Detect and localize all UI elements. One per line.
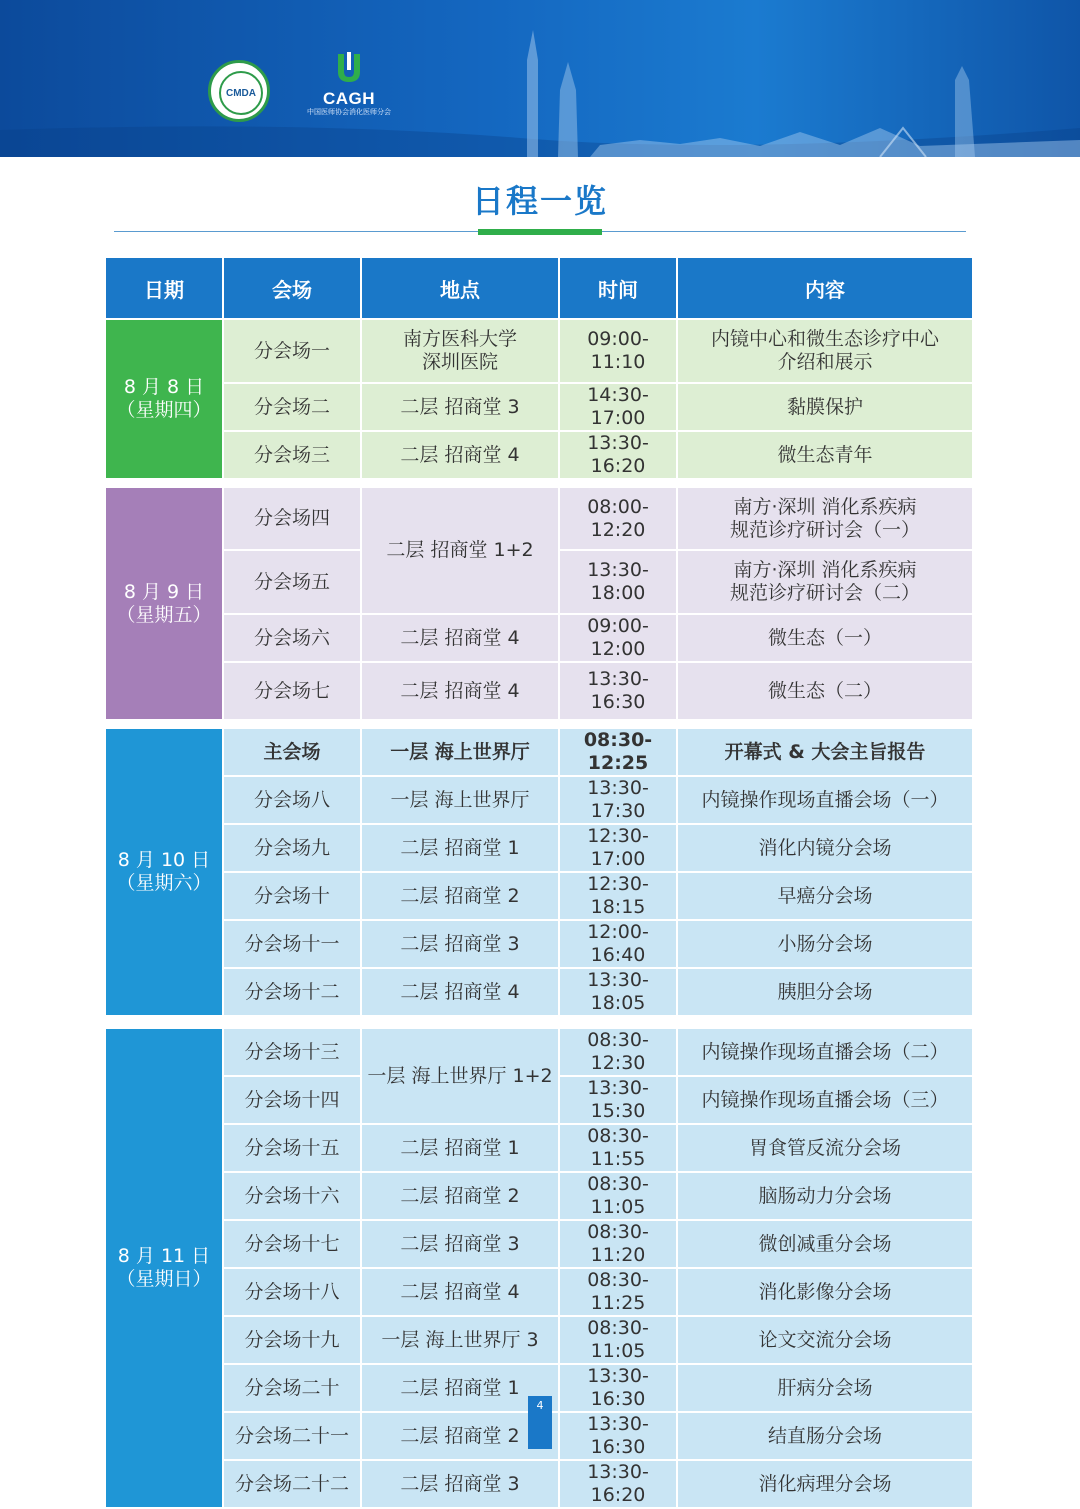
time-cell: 09:00-12:00 [560,615,678,663]
time-cell: 08:30-11:25 [560,1269,678,1317]
place-cell: 二层 招商堂 2 [362,1413,560,1461]
time-cell: 13:30-18:00 [560,551,678,615]
header-date: 日期 [106,258,224,320]
table-row [106,384,972,432]
time-cell: 13:30-16:30 [560,1365,678,1413]
header-place: 地点 [362,258,560,320]
table-row [106,921,972,969]
weekday-label: （星期四） [116,399,212,421]
header-content: 内容 [678,258,972,320]
day-spacer [106,721,972,729]
content-cell: 论文交流分会场 [678,1317,972,1365]
place-line: 深圳医院 [421,351,498,373]
place-cell [362,320,560,384]
content-line: 内镜中心和微生态诊疗中心 [710,328,939,350]
table-row [106,729,972,777]
time-cell: 08:30-12:30 [560,1029,678,1077]
table-row [106,320,972,384]
place-cell: 二层 招商堂 4 [362,432,560,480]
venue-cell: 分会场六 [224,615,362,663]
time-cell: 08:30-11:05 [560,1317,678,1365]
venue-cell: 分会场十三 [224,1029,362,1077]
table-row [106,825,972,873]
venue-cell: 分会场九 [224,825,362,873]
venue-cell: 分会场三 [224,432,362,480]
place-cell: 二层 招商堂 4 [362,969,560,1017]
content-line: 规范诊疗研讨会（一） [729,518,920,541]
place-cell: 二层 招商堂 3 [362,921,560,969]
table-row [106,1269,972,1317]
place-cell: 二层 招商堂 1 [362,1125,560,1173]
table-row [106,1461,972,1509]
table-row [106,663,972,721]
venue-cell: 分会场十五 [224,1125,362,1173]
time-cell: 13:30-17:30 [560,777,678,825]
content-cell: 开幕式 & 大会主旨报告 [678,729,972,777]
cagh-emblem-icon [334,52,364,86]
table-row [106,1173,972,1221]
cagh-logo-subtitle: 中国医师协会消化医师分会 [307,108,391,116]
venue-cell: 分会场二十 [224,1365,362,1413]
date-cell-aug9 [106,488,224,721]
time-cell: 13:30-18:05 [560,969,678,1017]
content-line: 南方·深圳 消化系疾病 [733,495,917,518]
date-cell-aug8 [106,320,224,480]
table-row [106,432,972,480]
venue-cell: 分会场十四 [224,1077,362,1125]
place-cell: 一层 海上世界厅 3 [362,1317,560,1365]
content-cell: 内镜操作现场直播会场（二） [678,1029,972,1077]
date-cell-aug11 [106,1029,224,1509]
place-cell: 二层 招商堂 3 [362,384,560,432]
content-cell: 胰胆分会场 [678,969,972,1017]
content-line: 南方·深圳 消化系疾病 [733,559,917,581]
weekday-label: （星期六） [116,872,212,894]
title-accent-bar [478,229,602,235]
table-row [106,615,972,663]
content-cell [678,488,972,551]
place-cell: 一层 海上世界厅 [362,777,560,825]
table-row [106,1317,972,1365]
table-row [106,1029,972,1077]
time-cell: 08:00-12:20 [560,488,678,551]
schedule-table [106,258,972,1509]
time-cell: 13:30-16:30 [560,663,678,721]
venue-cell: 分会场八 [224,777,362,825]
venue-cell: 主会场 [224,729,362,777]
venue-cell: 分会场二十一 [224,1413,362,1461]
content-line: 规范诊疗研讨会（二） [729,582,920,604]
header-banner [0,0,1080,157]
content-cell: 肝病分会场 [678,1365,972,1413]
time-cell: 13:30-15:30 [560,1077,678,1125]
cmda-logo-text: CMDA [219,71,263,115]
venue-cell: 分会场四 [224,488,362,551]
venue-cell: 分会场十七 [224,1221,362,1269]
time-cell: 13:30-16:30 [560,1413,678,1461]
venue-cell: 分会场十二 [224,969,362,1017]
content-cell: 小肠分会场 [678,921,972,969]
content-cell: 微生态青年 [678,432,972,480]
table-row [106,873,972,921]
day-spacer [106,480,972,488]
venue-cell: 分会场十一 [224,921,362,969]
table-row [106,488,972,551]
time-cell: 08:30-12:25 [560,729,678,777]
venue-cell: 分会场一 [224,320,362,384]
time-cell: 09:00-11:10 [560,320,678,384]
content-cell: 消化病理分会场 [678,1461,972,1509]
venue-cell: 分会场十八 [224,1269,362,1317]
time-cell: 13:30-16:20 [560,432,678,480]
venue-cell: 分会场五 [224,551,362,615]
city-skyline-illustration [0,0,1080,157]
content-line: 介绍和展示 [777,351,873,373]
place-line: 南方医科大学 [402,328,517,350]
content-cell: 结直肠分会场 [678,1413,972,1461]
table-row [106,777,972,825]
content-cell: 微生态（一） [678,615,972,663]
time-cell: 08:30-11:55 [560,1125,678,1173]
place-cell: 二层 招商堂 4 [362,615,560,663]
place-cell: 二层 招商堂 3 [362,1461,560,1509]
time-cell: 13:30-16:20 [560,1461,678,1509]
time-cell: 08:30-11:05 [560,1173,678,1221]
content-cell: 微生态（二） [678,663,972,721]
place-cell: 二层 招商堂 1+2 [362,488,560,615]
cagh-logo-text: CAGH [322,89,376,108]
place-cell: 一层 海上世界厅 [362,729,560,777]
table-row [106,1221,972,1269]
venue-cell: 分会场二 [224,384,362,432]
time-cell: 12:30-17:00 [560,825,678,873]
venue-cell: 分会场七 [224,663,362,721]
content-cell: 微创减重分会场 [678,1221,972,1269]
content-cell: 消化影像分会场 [678,1269,972,1317]
place-cell: 二层 招商堂 3 [362,1221,560,1269]
date-label: 8 月 11 日 [117,1245,211,1267]
place-cell: 二层 招商堂 2 [362,1173,560,1221]
date-label: 8 月 10 日 [117,849,211,871]
place-cell: 一层 海上世界厅 1+2 [362,1029,560,1125]
cmda-logo [208,60,270,122]
place-cell: 二层 招商堂 2 [362,873,560,921]
table-row [106,969,972,1017]
table-row [106,1125,972,1173]
place-cell: 二层 招商堂 4 [362,1269,560,1317]
venue-cell: 分会场二十二 [224,1461,362,1509]
time-cell: 08:30-11:20 [560,1221,678,1269]
weekday-label: （星期五） [116,603,212,626]
header-time: 时间 [560,258,678,320]
date-label: 8 月 8 日 [123,376,205,398]
day-spacer [106,1017,972,1029]
venue-cell: 分会场十 [224,873,362,921]
time-cell: 12:30-18:15 [560,873,678,921]
time-cell: 12:00-16:40 [560,921,678,969]
content-cell [678,320,972,384]
date-label: 8 月 9 日 [123,580,205,603]
content-cell: 内镜操作现场直播会场（一） [678,777,972,825]
content-cell: 内镜操作现场直播会场（三） [678,1077,972,1125]
header-venue: 会场 [224,258,362,320]
content-cell [678,551,972,615]
venue-cell: 分会场十九 [224,1317,362,1365]
content-cell: 胃食管反流分会场 [678,1125,972,1173]
venue-cell: 分会场十六 [224,1173,362,1221]
content-cell: 早癌分会场 [678,873,972,921]
place-cell: 二层 招商堂 1 [362,825,560,873]
content-cell: 脑肠动力分会场 [678,1173,972,1221]
table-header-row [106,258,972,320]
time-cell: 14:30-17:00 [560,384,678,432]
content-cell: 黏膜保护 [678,384,972,432]
page-number: 4 [528,1396,552,1449]
place-cell: 二层 招商堂 4 [362,663,560,721]
content-cell: 消化内镜分会场 [678,825,972,873]
cagh-logo [304,52,394,128]
weekday-label: （星期日） [116,1268,212,1290]
place-cell: 二层 招商堂 1 [362,1365,560,1413]
date-cell-aug10 [106,729,224,1017]
page-title: 日程一览 [471,182,608,220]
